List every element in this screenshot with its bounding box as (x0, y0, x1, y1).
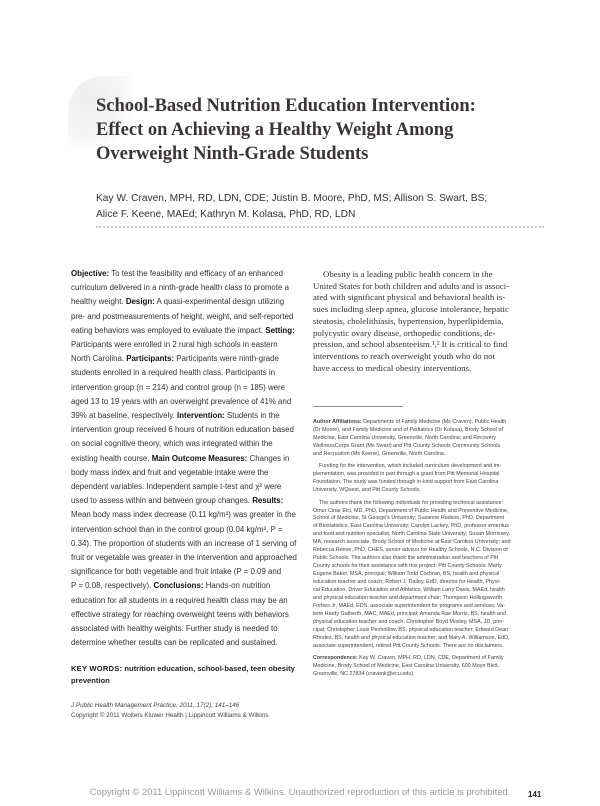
intervention-label: Intervention: (177, 411, 225, 421)
footnote-line: Rhodes, BS, health and physical education teacher; and Mary A. Williamson, EdD, (313, 634, 510, 641)
footnote-line: cipal; Christopher Louis Penhollow, BS, physical education teacher; Edward Dean (313, 626, 509, 633)
footnote-line: Funding for the intervention, which included curriculum development and im- (319, 463, 502, 470)
abstract-line: existing health course. Main Outcome Measures: Changes in (71, 453, 290, 463)
footnote-line: WellnessCorps Grant (Ms Swart) and Pitt County Schools Community Schools (313, 442, 501, 449)
article-title (96, 94, 536, 166)
design-label: Design: (125, 297, 155, 307)
abstract-line: on social cognitive theory, which was integrated within the (71, 439, 273, 449)
results-label: Results: (252, 496, 284, 506)
author-line: Kay W. Craven, MPH, RD, LDN, CDE; Justin B. Moore, PhD, MS; Allison S. Swart, BS; (96, 193, 488, 204)
citation-line: J Public Health Management Practice, 2011, 17(2), 141–146 (71, 702, 240, 709)
abstract-line: 0.34). The proportion of students with an increase of 1 serving of (71, 538, 297, 548)
abstract-line: body mass index and fruit and vegetable intake were the (71, 467, 269, 477)
funding-note (313, 463, 545, 495)
abstract-line: education for all students in a required health class may be an (71, 595, 288, 605)
abstract-line: curriculum delivered in a ninth-grade health class to promote a (71, 283, 289, 293)
abstract-line: Mean body mass index decrease (0.11 kg/m²) was greater in the (71, 510, 296, 520)
intro-line: interventions to reach overweight youth who do not (313, 350, 496, 361)
abstract-line: aged 13 to 19 years with an overweight prevalence of 41% and (71, 396, 292, 406)
title-line: Overweight Ninth-Grade Students (96, 144, 369, 164)
abstract-line: associated with healthy weights. Further study is needed to (71, 624, 278, 634)
abstract-line: 39% at baseline, respectively. Intervention: Students in the (71, 411, 280, 421)
intro-line: ated with significant physical and behavioral health is- (313, 292, 506, 303)
acknowledgments (313, 500, 545, 651)
title-line: Effect on Achieving a Healthy Weight Among (96, 120, 454, 140)
keywords-label: KEY WORDS: (71, 664, 123, 673)
footnote-line: Omur Cinar Elci, MD, PhD, Department of Public Health and Preventive Medicine, (313, 507, 509, 514)
footnote-line: County schools for their assistance with this project: Pitt County Schools: Marty (313, 563, 502, 570)
outcome-label: Main Outcome Measures: (151, 453, 248, 463)
footnote-line: Foundation. The study was funded through in-kind support from East Carolina (313, 479, 499, 486)
conclusions-label: Conclusions: (153, 581, 204, 591)
author-list (96, 191, 556, 223)
footnote-line: and Recreation (Ms Keene), Greenville, North Carolina. (313, 450, 446, 457)
footnote-line: Eugene Baker, MSA, principal; William Todd Cochran, BS, health and physical (313, 571, 500, 578)
intro-line: Obesity is a leading public health concern in the (323, 269, 493, 279)
abstract-line: significance for both vegetable and fruit intake (P = 0.09 and (71, 567, 282, 577)
abstract-line: students enrolled in a required health class. Participants in (71, 368, 275, 378)
keywords-text: nutrition education, school-based, teen obesity (124, 664, 295, 673)
footnote-line: Medicine, East Carolina University, Greenville, North Carolina; and Recovery (313, 434, 496, 441)
participants-label: Participants: (126, 354, 175, 364)
abstract-line: intervention group received 6 hours of nutrition education based (71, 425, 294, 435)
footnote-line: The authors thank the following individuals for providing technical assistance: (319, 499, 503, 506)
footnote-line: Rebecca Reeve, PhD, CHES, senior advisor for Healthy Schools, N.C. Division of (313, 547, 508, 554)
copyright-notice: Copyright © 2011 Lippincott Williams & Wilkins. Unauthorized reproduction of this article is prohibited. (89, 786, 511, 797)
abstract-line: fruit or vegetable was greater in the intervention and approached (71, 553, 297, 563)
footnote-line: (Dr Moore), and Family Medicine and of Pediatrics (Dr Kolasa), Brody School of (313, 426, 503, 433)
footnote-line: of Biostatistics, East Carolina University; Carolyn Lackey, PhD, professor emeritus (313, 523, 509, 530)
abstract-line: dependent variables. Independent sample t-test and χ² were (71, 482, 282, 492)
footnote-line: and physical education teacher and department chair; Thompson Hollingsworth (313, 595, 502, 602)
intro-line: steatosis, cholelithiasis, hypertension, hyperlipidemia, (313, 315, 504, 326)
objective-label: Objective: (71, 269, 110, 278)
abstract-line: North Carolina. Participants: Participants were ninth-grade (71, 354, 279, 364)
abstract-line: Participants were enrolled in 2 rural high schools in eastern (71, 340, 278, 350)
intro-line: pression, and school absenteeism.¹,² It is critical to find (313, 339, 508, 350)
footnote-line: Greenville, NC 27834 (cravenk@ecu.edu). (313, 671, 415, 678)
footnote-line: Forbes Jr, MAEd, EDS, associate superintendent for programs and services; Va- (313, 602, 505, 609)
abstract-line: determine whether results can be replicated and sustained. (71, 638, 278, 648)
footnote-line: associate superintendent, retired Pitt County Schools. There are no disclaimers. (313, 642, 504, 649)
footnote-line: Public Schools. The authors also thank the administration and teachers of Pitt (313, 555, 499, 562)
page-number: 141 (528, 790, 542, 799)
intro-line: sues including sleep apnea, glucose intolerance, hepatic (313, 304, 509, 315)
affiliations-label: Author Affiliations: (313, 419, 362, 425)
footnote-line: cal Education, Driver Education and Athletics; William Larry Davis, MAEd, health (313, 587, 505, 594)
footnote-line: physical education teacher and coach; Christopher Boyd Moxley, MSA, JD, prin- (313, 618, 505, 625)
intro-line: have access to medical obesity interventions. (313, 362, 472, 373)
dotted-divider (96, 226, 544, 228)
title-line: School-Based Nutrition Education Intervention: (96, 96, 476, 116)
keywords-text: prevention (71, 676, 110, 685)
author-affiliations: Author Affiliations: Departments of Family Medicine (Ms Craven), Public Health (Dr Moore), and Family Medicine and of Pediatrics (Dr Kolasa), Brody School of Medicine, East Carolina University, Greenville, North Carolina; and Recovery WellnessCorps Grant (Ms Swart) and Pitt County Schools Community Schools and Recreation (Ms Keene), Greenville, North Carolina. (313, 419, 545, 459)
footnote-line: University, WQuest, and Pitt County Schools. (313, 487, 421, 494)
keywords (71, 663, 311, 687)
footnote-line: lerie Hardy Galberth, MAC, MAEd, principal; Amanda Rae Morris, BS, health and (313, 610, 506, 617)
abstract-line: intervention group (n = 214) and control group (n = 185) were (71, 382, 286, 392)
abstract-line: healthy weight. Design: A quasi-experimental design utilizing (71, 297, 285, 307)
introduction (313, 269, 545, 374)
correspondence: Correspondence: Kay W. Craven, MPH, RD, LDN, CDE, Department of Family Medicine, Brody School of Medicine, East Carolina University, 600 Moye Blvd, Greenville, NC 27834 (cravenk@ecu.edu). (313, 655, 545, 679)
footnote-line: MA, research associate, Brody School of Medicine at East Carolina University; and (313, 539, 511, 546)
correspondence-label: Correspondence: (313, 655, 358, 662)
footnote-line: education teacher and coach; Robert J. Dailey, EdD, director for Health, Physi- (313, 579, 501, 586)
setting-label: Setting: (265, 325, 295, 335)
abstract-line: eating behaviors was employed to evaluate the impact. Setting: (71, 325, 295, 335)
intro-line: United States for both children and adults and is associ- (313, 280, 510, 291)
footnote-line: School of Medicine, St George's University; Suzanne Hudson, PhD, Department (313, 515, 504, 522)
abstract-line: P = 0.08, respectively). Conclusions: Hands-on nutrition (71, 581, 271, 591)
footnote-line: and food and nutrition specialist, North Carolina State University; Susan Morrissey, (313, 531, 511, 538)
footnote-line: Medicine, Brody School of Medicine, East Carolina University, 600 Moye Blvd, (313, 663, 499, 670)
footnote-rule (313, 406, 403, 407)
journal-citation (71, 701, 311, 720)
abstract-line (71, 267, 313, 281)
abstract-line: effective strategy for reaching overweight teens with behaviors (71, 609, 289, 619)
author-line: Alice F. Keene, MAEd; Kathryn M. Kolasa, PhD, RD, LDN (96, 209, 356, 220)
objective-text: To test the feasibility and efficacy of an enhanced (111, 269, 284, 278)
abstract-line: pre- and postmeasurements of height, weight, and self-reported (71, 311, 294, 321)
abstract-line: intervention school than in the control group (0.04 kg/m², P = (71, 524, 283, 534)
abstract-line: used to assess within and between group changes. Results: (71, 496, 284, 506)
journal-copyright: Copyright © 2011 Wolters Kluwer Health | Lippincott Williams & Wilkins (71, 711, 269, 719)
intro-line: polycystic ovary disease, orthopedic conditions, de- (313, 327, 496, 338)
footnotes (313, 419, 545, 684)
footnote-line: plementation, was provided in part through a grant from Pitt Memorial Hospital (313, 471, 500, 478)
abstract (71, 267, 313, 650)
